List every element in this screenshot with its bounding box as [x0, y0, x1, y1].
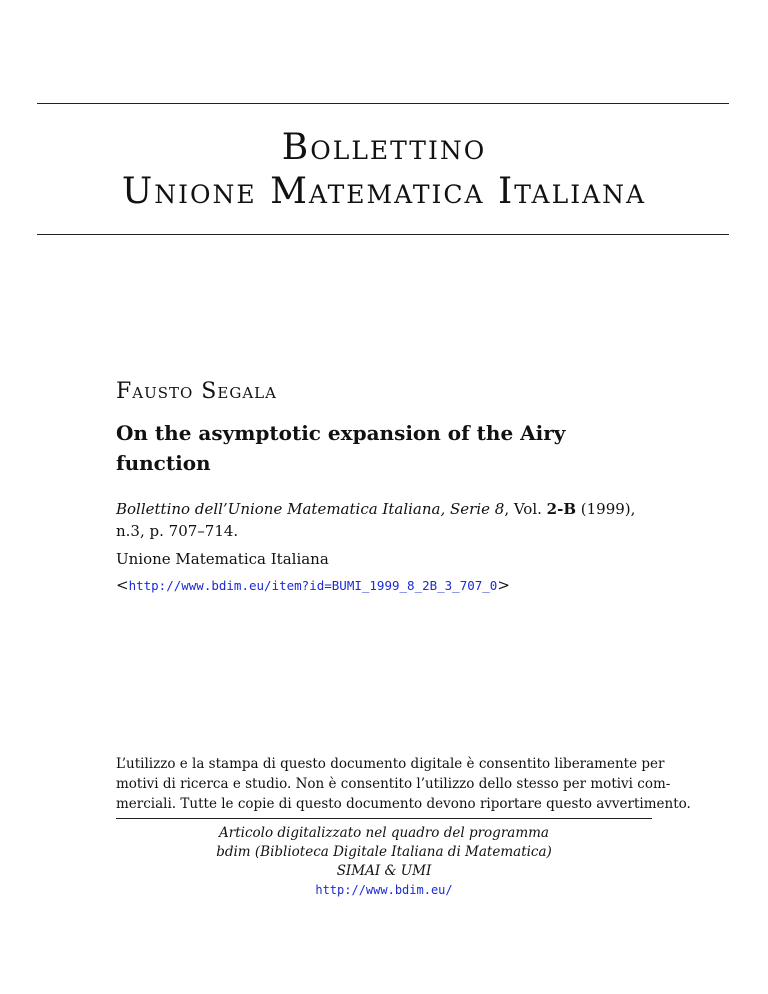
footer-url-link[interactable]: http://www.bdim.eu/: [315, 883, 453, 897]
citation-pages: n.3, p. 707–714.: [116, 522, 239, 540]
footer-line-2: bdim (Biblioteca Digitale Italiana di Matematica): [216, 844, 552, 860]
middle-rule: [37, 234, 729, 235]
article-title: [116, 418, 636, 478]
citation-journal-name: Bollettino dell’Unione Matematica Italiana, Serie 8: [116, 500, 505, 518]
citation-year: (1999),: [576, 500, 636, 518]
publisher: Unione Matematica Italiana: [116, 550, 329, 568]
footer-rule: [116, 818, 652, 819]
citation-volume: 2-B: [546, 500, 577, 518]
citation-vol-label: , Vol.: [504, 500, 547, 518]
citation-line-1: [116, 498, 656, 520]
footer-line-3: SIMAI & UMI: [336, 863, 432, 879]
usage-notice: [116, 754, 691, 814]
footer: [116, 824, 652, 900]
top-rule: [37, 103, 729, 104]
notice-line-1: L’utilizzo e la stampa di questo documento digitale è consentito liberamente per: [116, 756, 665, 772]
footer-line-1: Articolo digitalizzato nel quadro del programma: [219, 825, 549, 841]
author-name: Fausto Segala: [116, 379, 277, 404]
article-url-link[interactable]: http://www.bdim.eu/item?id=BUMI_1999_8_2B_3_707_0: [128, 578, 498, 593]
article-title-line-1: On the asymptotic expansion of the Airy: [116, 421, 566, 445]
notice-line-3: merciali. Tutte le copie di questo documento devono riportare questo avvertimento.: [116, 796, 691, 812]
citation: [116, 498, 656, 542]
article-url-line: [116, 576, 510, 594]
journal-title-line-2: Unione Matematica Italiana: [121, 171, 647, 212]
journal-title-line-1: Bollettino: [281, 127, 487, 168]
article-title-line-2: function: [116, 451, 211, 475]
notice-line-2: motivi di ricerca e studio. Non è consentito l’utilizzo dello stesso per motivi com-: [116, 776, 671, 792]
url-open-bracket: <: [116, 576, 129, 594]
journal-title: [0, 126, 768, 214]
url-close-bracket: >: [497, 576, 510, 594]
